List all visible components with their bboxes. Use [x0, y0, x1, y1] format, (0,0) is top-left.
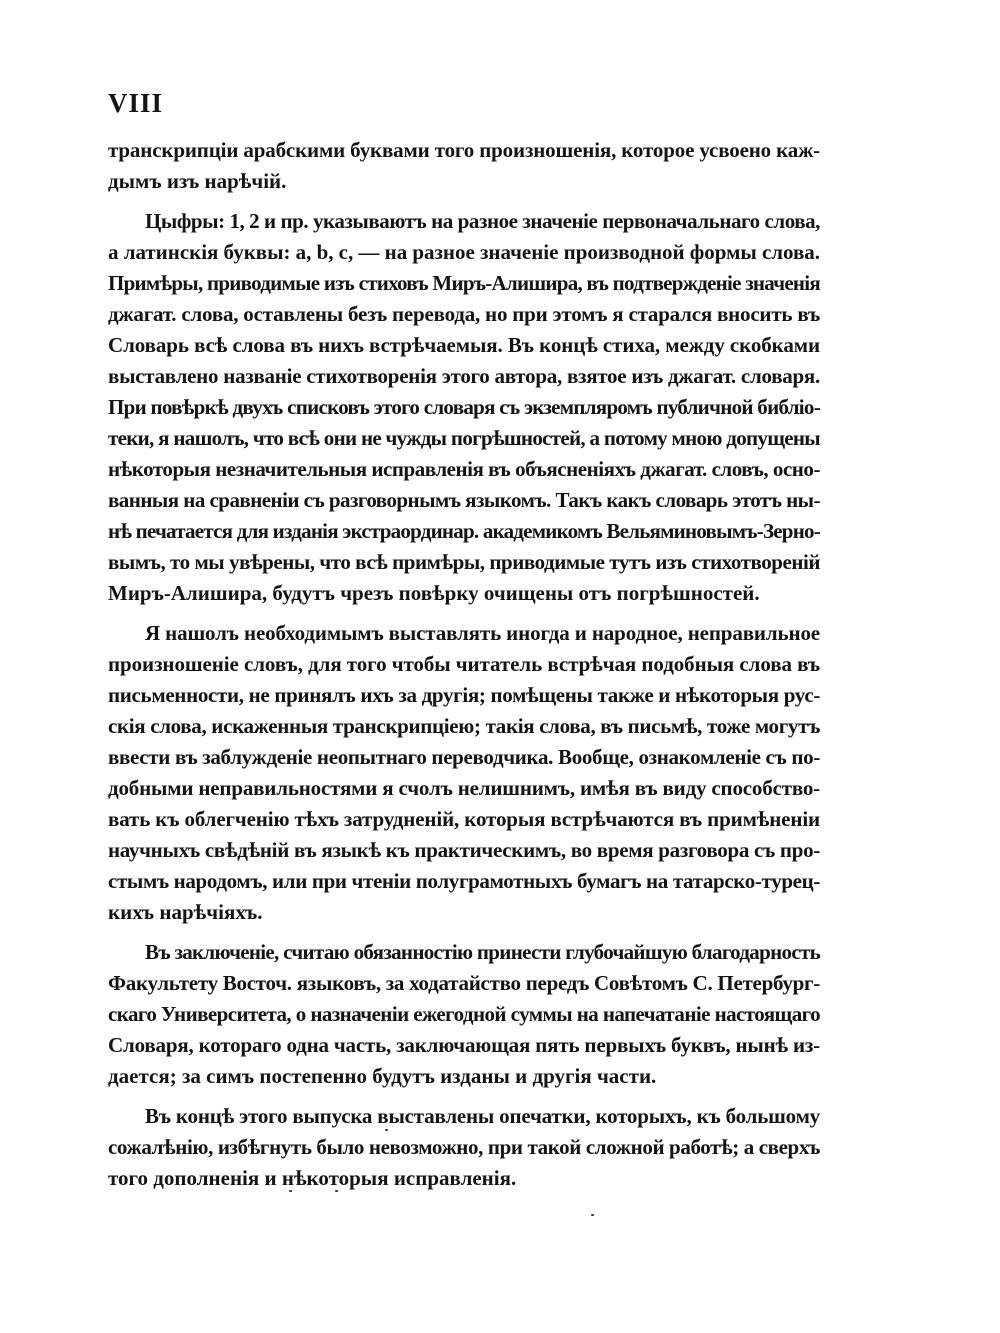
- paragraph-gap: [108, 928, 820, 937]
- text-line: Словарь всѣ слова въ нихъ встрѣчаемыя. Въ концѣ стиха, между скобками: [108, 333, 820, 357]
- text-line: дымъ изъ нарѣчій.: [108, 169, 287, 193]
- text-line: джагат. слова, оставлены безъ перевода, но при этомъ я старался вносить въ: [108, 302, 820, 326]
- text-line: стымъ народомъ, или при чтеніи полуграмотныхъ бумагъ на татарско-турец-: [108, 869, 820, 893]
- print-speck: [591, 1214, 594, 1216]
- text-line: Я нашолъ необходимымъ выставлять иногда и народное, неправильное: [145, 621, 820, 645]
- text-line: При повѣркѣ двухъ списковъ этого словаря съ экземпляромъ публичной библіо-: [108, 395, 820, 419]
- page-number: VIII: [108, 88, 164, 118]
- text-line: ввести въ заблужденіе неопытнаго переводчика. Вообще, ознакомленіе съ по-: [108, 745, 820, 769]
- text-line: ванныя на сравненіи съ разговорнымъ языкомъ. Такъ какъ словарь этотъ ны-: [108, 488, 820, 512]
- paragraph: [108, 937, 820, 1092]
- text-line: скія слова, искаженныя транскрипціею; такія слова, въ письмѣ, тоже могутъ: [108, 714, 820, 738]
- paragraph-gap: [108, 1092, 820, 1101]
- paragraph: [108, 618, 820, 928]
- text-line: Въ заключеніе, считаю обязанностію принести глубочайшую благодарность: [145, 940, 820, 964]
- text-line: транскрипціи арабскими буквами того произношенія, которое усвоено каж-: [108, 138, 820, 162]
- text-line: нѣ печатается для изданія экстраординар. академикомъ Вельяминовымъ-Зерно-: [108, 519, 820, 543]
- paragraph-gap: [108, 609, 820, 618]
- text-line: Миръ-Алишира, будутъ чрезъ повѣрку очищены отъ погрѣшностей.: [108, 581, 760, 605]
- text-line: кихъ нарѣчіяхъ.: [108, 900, 263, 924]
- text-line: дается; за симъ постепенно будутъ изданы и другія части.: [108, 1064, 657, 1088]
- text-line: Примѣры, приводимые изъ стиховъ Миръ-Алишира, въ подтвержденіе значенія: [108, 271, 820, 295]
- paragraph: [108, 206, 820, 609]
- text-line: сожалѣнію, избѣгнуть было невозможно, при такой сложной работѣ; а сверхъ: [108, 1135, 820, 1159]
- text-line: письменности, не принялъ ихъ за другія; помѣщены также и нѣкоторыя рус-: [108, 683, 820, 707]
- text-line: научныхъ свѣдѣній въ языкѣ къ практическимъ, во время разговора съ про-: [108, 838, 820, 862]
- text-line: выставлено названіе стихотворенія этого автора, взятое изъ джагат. словаря.: [108, 364, 820, 388]
- print-speck: [289, 1190, 292, 1192]
- print-speck: [385, 1129, 388, 1131]
- text-line: Словаря, котораго одна часть, заключающая пять первыхъ буквъ, нынѣ из-: [108, 1033, 820, 1057]
- text-line: добными неправильностями я счолъ нелишнимъ, имѣя въ виду способство-: [108, 776, 820, 800]
- text-line: теки, я нашолъ, что всѣ они не чужды погрѣшностей, а потому мною допущены: [108, 426, 820, 450]
- text-line: Цыфры: 1, 2 и пр. указываютъ на разное значеніе первоначальнаго слова,: [145, 209, 820, 233]
- paragraph: [108, 135, 820, 197]
- text-line: Въ концѣ этого выпуска выставлены опечатки, которыхъ, къ большому: [145, 1104, 820, 1128]
- paragraph-gap: [108, 197, 820, 206]
- text-line: вымъ, то мы увѣрены, что всѣ примѣры, приводимые тутъ изъ стихотвореній: [108, 550, 820, 574]
- text-line: а латинскія буквы: a, b, c, — на разное значеніе производной формы слова.: [108, 240, 820, 264]
- text-line: вать къ облегченію тѣхъ затрудненій, которыя встрѣчаются въ примѣненіи: [108, 807, 820, 831]
- text-line: того дополненія и нѣкоторыя исправленія.: [108, 1166, 517, 1190]
- text-line: произношеніе словъ, для того чтобы читатель встрѣчая подобныя слова въ: [108, 652, 820, 676]
- print-speck: [335, 1190, 338, 1192]
- body-text: [108, 135, 820, 1194]
- text-line: нѣкоторыя незначительныя исправленія въ объясненіяхъ джагат. словъ, осно-: [108, 457, 820, 481]
- paragraph: [108, 1101, 820, 1194]
- text-line: Факультету Восточ. языковъ, за ходатайство передъ Совѣтомъ С. Петербург-: [108, 971, 820, 995]
- text-line: скаго Университета, о назначеніи ежегодной суммы на напечатаніе настоящаго: [108, 1002, 820, 1026]
